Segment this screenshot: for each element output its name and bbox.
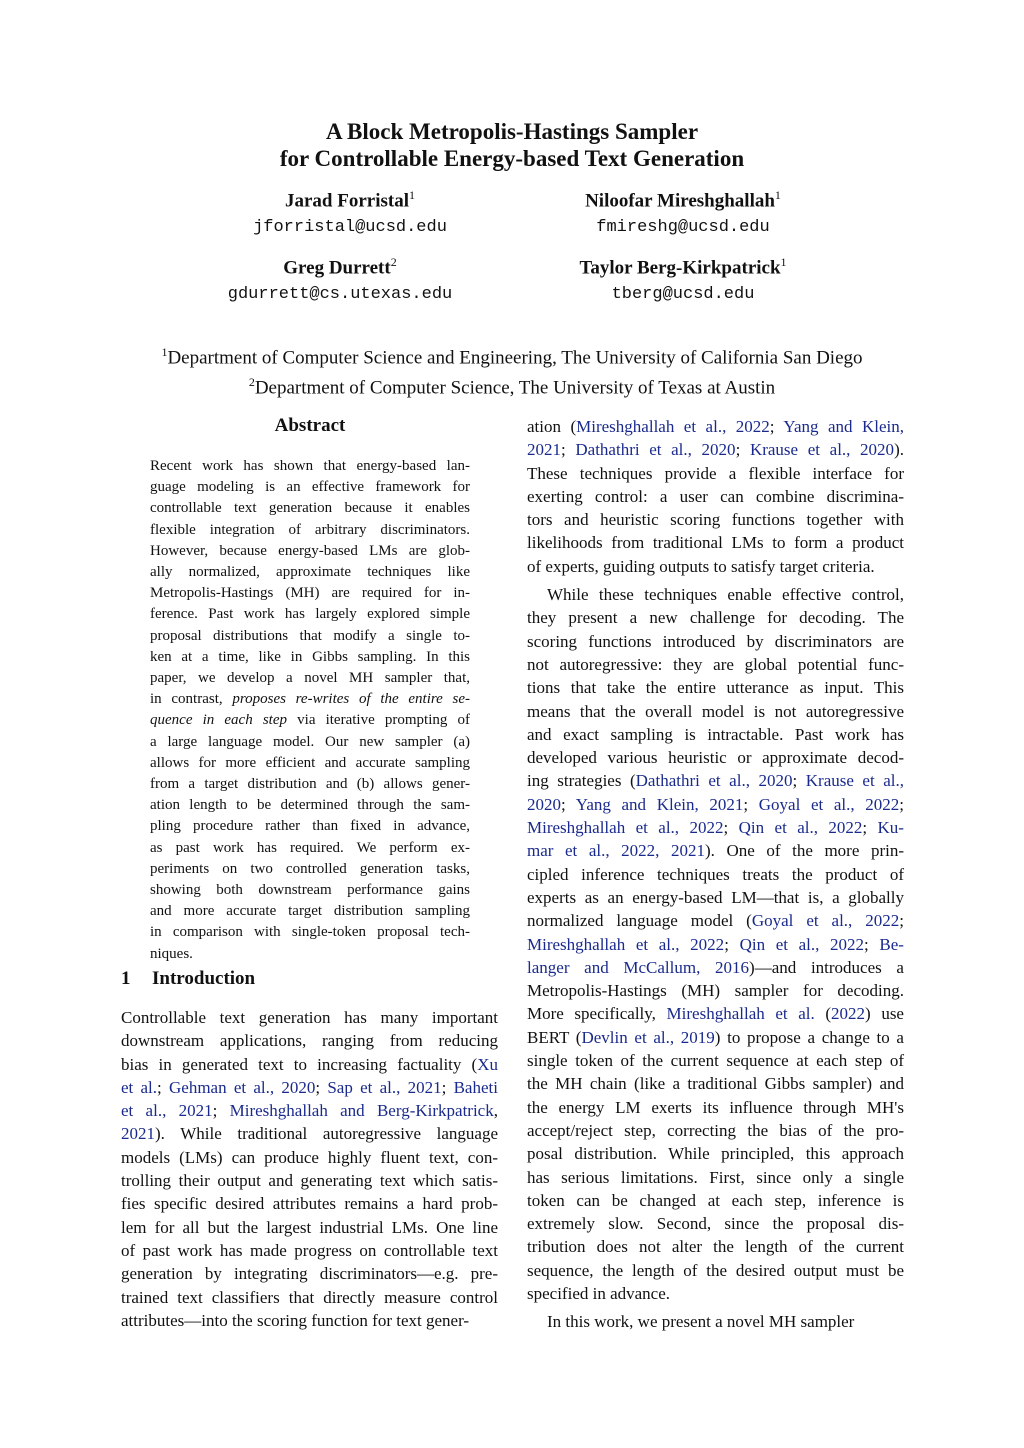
author-email[interactable]: jforristal@ucsd.edu	[253, 218, 447, 238]
text-segment: tors and heuristic scoring functions together with	[527, 510, 904, 530]
text-segment: ;	[561, 440, 576, 460]
text-line	[527, 653, 904, 676]
citation-link[interactable]: Mireshghallah et al., 2022	[527, 934, 725, 954]
text-line	[527, 816, 904, 839]
text-segment: models (LMs) can produce highly fluent text, con-	[121, 1147, 498, 1167]
text-segment: tions that take the entire utterance as input. This	[527, 678, 904, 698]
citation-link[interactable]: Yang and Klein,	[783, 417, 905, 436]
abstract-line: in comparison with single-token proposal tech-	[150, 924, 470, 941]
citation-link[interactable]: Krause et al.,	[805, 771, 904, 791]
citation-link[interactable]: 2021	[527, 440, 561, 460]
text-segment: generation by integrating discriminators—e.g. pre-	[121, 1264, 498, 1284]
text-segment: ;	[157, 1077, 169, 1097]
abstract-heading: Abstract	[274, 415, 346, 436]
citation-link[interactable]: Dathathri et al., 2020	[635, 771, 793, 791]
text-segment: developed various heuristic or approximate decod-	[527, 748, 904, 768]
citation-link[interactable]: Goyal et al., 2022	[751, 911, 900, 931]
citation-link[interactable]: Qin et al., 2022	[739, 934, 865, 954]
text-line	[527, 1049, 904, 1072]
citation-link[interactable]: Gehman et al., 2020	[169, 1077, 316, 1097]
text-line	[527, 1212, 904, 1235]
abstract-line: proposal distributions that modify a single to-	[150, 627, 470, 644]
text-segment: These techniques provide a flexible interface for	[527, 463, 904, 483]
text-segment: downstream applications, ranging from reducing	[121, 1031, 498, 1051]
text-line	[527, 979, 904, 1002]
abstract-line: from a target distribution and (b) allows gener-	[150, 776, 470, 793]
text-line	[527, 555, 904, 578]
text-segment: In this work, we present a novel MH sampler	[547, 1312, 855, 1332]
emphasis-text: proposes re-writes of the entire se-	[232, 691, 470, 708]
text-line	[527, 1096, 904, 1119]
citation-link[interactable]: Mireshghallah and Berg-Kirkpatrick	[229, 1101, 494, 1121]
text-line	[121, 1029, 498, 1052]
text-segment: ,	[493, 1101, 498, 1121]
section-heading	[121, 968, 255, 990]
text-segment: of experts, guiding outputs to satisfy target criteria.	[527, 556, 875, 576]
text-segment: ).	[894, 440, 904, 460]
text-segment: ;	[899, 794, 905, 814]
abstract-line: However, because energy-based LMs are glob-	[150, 542, 470, 559]
text-line	[527, 863, 904, 886]
citation-link[interactable]: Goyal et al., 2022	[758, 794, 900, 814]
text-segment: exerting control: a user can combine discrimina-	[527, 486, 904, 506]
citation-link[interactable]: 2022	[831, 1004, 866, 1024]
text-segment: and exact sampling is intractable. Past work has	[527, 724, 904, 744]
author-name: Niloofar Mireshghallah$^1$	[585, 188, 781, 212]
text-line	[527, 1310, 904, 1333]
text-line	[121, 1309, 498, 1332]
text-line	[527, 1026, 904, 1049]
citation-link[interactable]: mar et al., 2022, 2021	[527, 841, 706, 861]
text-segment: ). One of the more prin-	[705, 841, 905, 861]
text-line	[527, 746, 904, 769]
abstract-body	[150, 456, 470, 965]
section-title: Introduction	[152, 968, 256, 989]
text-segment: While these techniques enable effective control,	[547, 585, 904, 605]
abstract-line: ally normalized, approximate techniques like	[150, 564, 470, 581]
text-segment: ;	[561, 794, 576, 814]
text-segment: trained text classifiers that directly measure control	[121, 1287, 498, 1307]
text-segment: ;	[441, 1077, 454, 1097]
text-segment: ;	[743, 794, 759, 814]
text-segment: attributes—into the scoring function for text gener-	[121, 1310, 470, 1330]
affiliation: $^2$Department of Computer Science, The University of Texas at Austin	[248, 375, 776, 399]
text-segment: cipled inference techniques treats the product of	[527, 864, 904, 884]
abstract-line: showing both downstream performance gains	[150, 882, 470, 899]
text-line	[527, 1002, 904, 1025]
abstract-line: as past work has required. We perform ex-	[150, 839, 470, 856]
text-segment: sequence, the length of the desired output must be	[527, 1260, 904, 1280]
text-segment: ) to propose a change to a	[714, 1027, 904, 1047]
section-number: 1	[121, 968, 131, 989]
author-block	[190, 183, 510, 240]
abstract-line: ken at a time, like in Gibbs sampling. In this	[150, 648, 470, 665]
text-line	[527, 909, 904, 932]
text-line	[527, 723, 904, 746]
text-segment: ;	[315, 1077, 328, 1097]
title-line-2: for Controllable Energy-based Text Generation	[279, 146, 745, 171]
text-line	[121, 1192, 498, 1215]
abstract-line: Recent work has shown that energy-based lan-	[150, 458, 470, 474]
text-segment: means that the overall model is not autoregressive	[527, 701, 904, 721]
citation-link[interactable]: Qin et al., 2022	[738, 818, 863, 838]
text-line	[121, 1122, 498, 1145]
abstract-line: ference. Past work has largely explored simple	[150, 606, 470, 623]
text-line	[527, 606, 904, 629]
text-line	[121, 1006, 498, 1029]
text-line	[121, 1076, 498, 1099]
abstract-line: flexible integration of arbitrary discriminators.	[150, 521, 470, 538]
text-line	[121, 1169, 498, 1192]
text-segment: has serious limitations. First, since only a single	[527, 1167, 904, 1187]
text-line	[121, 1053, 498, 1076]
text-line	[527, 1119, 904, 1142]
abstract-line: paper, we develop a novel MH sampler that,	[150, 670, 470, 687]
text-segment: ;	[864, 934, 880, 954]
text-segment: likelihoods from traditional LMs to form a product	[527, 533, 904, 553]
text-segment: specified in advance.	[527, 1283, 671, 1303]
citation-link[interactable]: Mireshghallah et al., 2022	[576, 417, 770, 436]
text-segment: (	[814, 1004, 832, 1024]
author-email[interactable]: fmireshg@ucsd.edu	[596, 218, 770, 238]
emphasis-text: quence in each step	[150, 712, 288, 729]
abstract-line: allows for more efficient and accurate sampling	[150, 754, 470, 771]
text-line	[527, 793, 904, 816]
text-line	[527, 933, 904, 956]
abstract-line: guage modeling is an effective framework for	[150, 479, 470, 496]
text-segment: tribution does not alter the length of the current	[527, 1237, 904, 1257]
citation-link[interactable]: 2020	[527, 794, 561, 814]
author-email[interactable]: tberg@ucsd.edu	[611, 285, 755, 305]
author-email[interactable]: gdurrett@cs.utexas.edu	[227, 285, 453, 305]
text-segment: Controllable text generation has many important	[121, 1008, 498, 1027]
text-line	[527, 839, 904, 862]
text-line	[527, 886, 904, 909]
citation-link[interactable]: Yang and Klein, 2021	[575, 794, 744, 814]
abstract-line: and more accurate target distribution sampling	[150, 903, 470, 920]
text-segment: ;	[862, 818, 878, 838]
text-segment: single token of the current sequence at each step of	[527, 1051, 904, 1071]
right-column-text	[527, 415, 904, 1334]
author-block	[180, 250, 500, 307]
abstract-line: periments on two controlled generation tasks,	[150, 860, 470, 877]
author-name: Jarad Forristal$^1$	[284, 188, 415, 212]
text-segment: of past work has made progress on controllable text	[121, 1240, 498, 1260]
arxiv-identifier	[14, 456, 66, 1046]
text-line	[527, 485, 904, 508]
text-line	[527, 1235, 904, 1258]
text-line	[527, 676, 904, 699]
citation-link[interactable]: Devlin et al., 2019	[581, 1027, 715, 1047]
text-segment: they present a new challenge for decoding. The	[527, 608, 904, 628]
text-segment: not autoregressive: they are global potential func-	[527, 654, 904, 674]
abstract-line: controllable text generation because it enables	[150, 500, 470, 517]
text-line	[527, 956, 904, 979]
text-line	[121, 1216, 498, 1239]
text-segment: ;	[899, 911, 904, 931]
citation-link[interactable]: Mireshghallah et al., 2022	[527, 818, 724, 838]
text-line	[527, 1282, 904, 1305]
text-line	[527, 462, 904, 485]
text-segment: More specifically,	[527, 1004, 667, 1024]
text-segment: the energy LM exerts its influence through MH's	[527, 1097, 904, 1117]
author-name: Greg Durrett$^2$	[283, 255, 397, 279]
text-segment: Metropolis-Hastings (MH) sampler for decoding.	[527, 981, 904, 1001]
text-line	[527, 769, 904, 792]
citation-link[interactable]: Sap et al., 2021	[327, 1077, 442, 1097]
text-segment: fies specific desired attributes remains a hard prob-	[121, 1194, 498, 1214]
text-segment: ;	[792, 771, 806, 791]
text-segment: posal distribution. While principled, this approach	[527, 1144, 904, 1164]
text-line	[121, 1286, 498, 1309]
title-line-1: A Block Metropolis-Hastings Sampler	[325, 119, 699, 144]
text-segment: via iterative prompting of	[287, 712, 470, 729]
text-segment: normalized language model (	[527, 911, 752, 931]
citation-link[interactable]: langer and McCallum, 2016	[527, 957, 750, 977]
abstract-line: ation length to be determined through the sam-	[150, 797, 470, 814]
text-segment: in contrast,	[150, 691, 233, 708]
text-line	[527, 1189, 904, 1212]
citation-link[interactable]: Ku-	[877, 818, 904, 838]
citation-link[interactable]: Be-	[879, 934, 904, 954]
text-line	[527, 1259, 904, 1282]
text-line	[527, 531, 904, 554]
text-line	[527, 583, 904, 606]
text-segment: ;	[735, 440, 750, 460]
text-line	[527, 1166, 904, 1189]
citation-link[interactable]: Xu	[477, 1054, 498, 1074]
text-segment: the MH chain (like a traditional Gibbs sampler) and	[527, 1074, 904, 1094]
text-segment: experts as an energy-based LM—that is, a globally	[527, 887, 904, 907]
text-line	[121, 1239, 498, 1262]
text-line	[527, 508, 904, 531]
citation-link[interactable]: Krause et al., 2020	[749, 440, 895, 460]
abstract-line: Metropolis-Hastings (MH) are required for in-	[150, 585, 470, 602]
left-column-text	[121, 1006, 498, 1332]
text-segment: )—and introduces a	[749, 957, 904, 977]
text-line	[527, 415, 904, 438]
text-segment: ) use	[865, 1004, 904, 1024]
abstract-line	[150, 689, 470, 710]
affiliations	[0, 340, 1024, 401]
text-line	[527, 700, 904, 723]
abstract-line	[150, 710, 470, 731]
paper-title	[0, 118, 1024, 172]
text-segment: ;	[723, 818, 739, 838]
text-segment: BERT (	[527, 1027, 582, 1047]
abstract-line: a large language model. Our new sampler (a)	[150, 733, 470, 750]
text-line	[527, 1072, 904, 1095]
citation-link[interactable]: Mireshghallah et al.	[666, 1004, 815, 1024]
text-segment: bias in generated text to increasing factuality (	[121, 1054, 478, 1074]
text-segment: ;	[724, 934, 740, 954]
text-line	[121, 1146, 498, 1169]
author-name: Taylor Berg-Kirkpatrick$^1$	[579, 255, 787, 279]
text-line	[527, 1142, 904, 1165]
text-line	[121, 1262, 498, 1285]
citation-link[interactable]: 2021	[121, 1124, 155, 1144]
author-block	[523, 183, 843, 240]
affiliation: $^1$Department of Computer Science and Engineering, The University of California San Diego	[161, 345, 863, 369]
text-segment: ). While traditional autoregressive language	[155, 1124, 498, 1144]
text-segment: ;	[769, 417, 784, 436]
citation-link[interactable]: Dathathri et al., 2020	[575, 440, 736, 460]
text-segment: ation (	[527, 417, 577, 436]
text-segment: lem for all but the largest industrial LMs. One line	[121, 1217, 498, 1237]
text-segment: accept/reject step, correcting the bias of the pro-	[527, 1120, 904, 1140]
abstract-line: pling procedure rather than fixed in advance,	[150, 818, 470, 835]
text-line	[527, 438, 904, 461]
text-segment: ing strategies (	[527, 771, 636, 791]
citation-link[interactable]: et al.	[121, 1077, 158, 1097]
text-segment: extremely slow. Second, since the proposal dis-	[527, 1214, 904, 1234]
author-block	[523, 250, 843, 307]
text-segment: scoring functions introduced by discriminators are	[527, 631, 904, 651]
text-line	[121, 1099, 498, 1122]
citation-link[interactable]: et al., 2021	[121, 1101, 213, 1121]
text-segment: ;	[212, 1101, 230, 1121]
text-segment: token can be changed at each step, inference is	[527, 1190, 904, 1210]
text-segment: trolling their output and generating text which satis-	[121, 1171, 498, 1191]
abstract-line: niques.	[150, 945, 193, 962]
citation-link[interactable]: Baheti	[453, 1077, 498, 1097]
text-line	[527, 630, 904, 653]
